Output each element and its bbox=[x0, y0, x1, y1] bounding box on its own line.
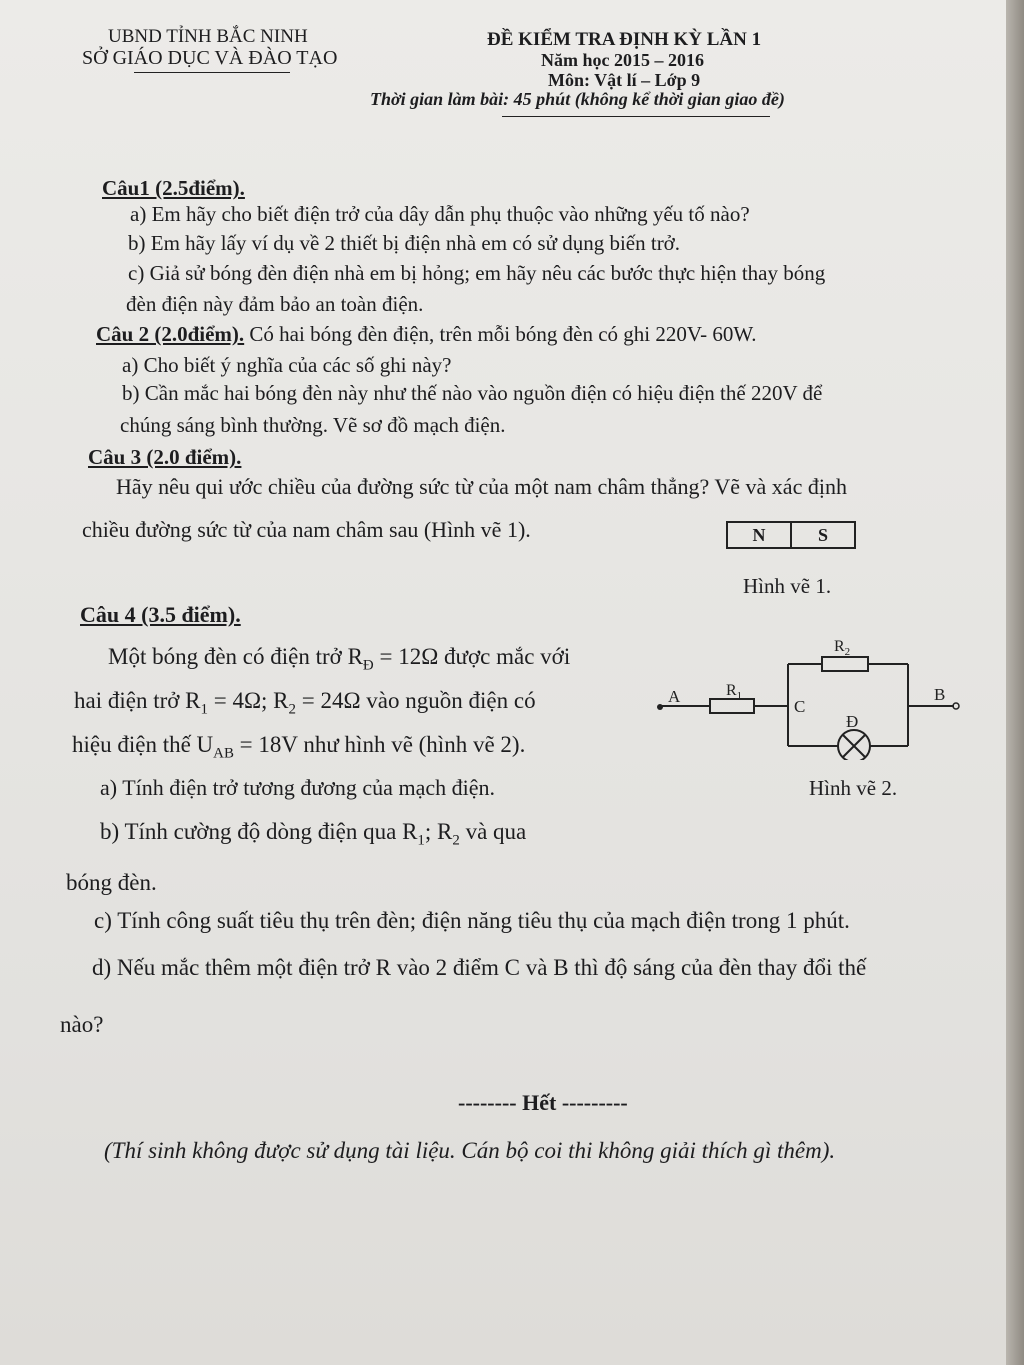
subscript-1: 1 bbox=[417, 832, 425, 849]
label-r2-letter: R bbox=[834, 638, 845, 655]
circuit-diagram bbox=[650, 630, 970, 760]
header-right-underline bbox=[502, 116, 770, 117]
subscript-ab: AB bbox=[213, 745, 234, 762]
q4-line1-rest: = 12Ω được mắc với bbox=[373, 644, 571, 669]
figure2-caption: Hình vẽ 2. bbox=[809, 776, 898, 800]
q2-heading bbox=[96, 322, 756, 347]
q4-b-line1 bbox=[100, 819, 526, 850]
q1-title: Câu1 (2.5điểm). bbox=[102, 176, 245, 200]
subscript-2: 2 bbox=[288, 701, 296, 718]
q4-b-text: b) Tính cường độ dòng điện qua R bbox=[100, 819, 418, 844]
q4-line2-text: hai điện trở R bbox=[74, 688, 201, 713]
q4-c: c) Tính công suất tiêu thụ trên đèn; điện năng tiêu thụ của mạch điện trong 1 phút. bbox=[94, 908, 850, 933]
subject: Môn: Vật lí – Lớp 9 bbox=[548, 70, 701, 90]
q3-line1: Hãy nêu qui ước chiều của đường sức từ của một nam châm thẳng? Vẽ và xác định bbox=[116, 474, 847, 499]
subscript-d: Đ bbox=[362, 657, 374, 674]
q2-a: a) Cho biết ý nghĩa của các số ghi này? bbox=[122, 353, 452, 377]
q4-b-line2: bóng đèn. bbox=[66, 870, 157, 895]
q4-b-mid: ; R bbox=[424, 819, 453, 844]
q1-c-line2: đèn điện này đảm bảo an toàn điện. bbox=[126, 292, 424, 316]
header-authority: UBND TỈNH BẮC NINH bbox=[108, 26, 308, 47]
subscript-1: 1 bbox=[200, 701, 208, 718]
q4-line1 bbox=[108, 644, 570, 675]
q4-line2 bbox=[74, 688, 536, 719]
school-year: Năm học 2015 – 2016 bbox=[541, 50, 704, 70]
magnet-south-pole: S bbox=[817, 524, 828, 545]
label-lamp: Đ bbox=[846, 712, 859, 731]
header-department: SỞ GIÁO DỤC VÀ ĐÀO TẠO bbox=[82, 47, 338, 69]
end-dash-left: -------- bbox=[458, 1090, 517, 1115]
q4-line2-mid: = 4Ω; R bbox=[207, 688, 289, 713]
label-r1-sub: 1 bbox=[736, 690, 743, 702]
paper-edge bbox=[1006, 0, 1024, 1365]
q1-b: b) Em hãy lấy ví dụ về 2 thiết bị điện nhà em có sử dụng biến trở. bbox=[128, 231, 681, 255]
q3-title: Câu 3 (2.0 điểm). bbox=[88, 445, 242, 469]
q4-d-line1: d) Nếu mắc thêm một điện trở R vào 2 điểm C và B thì độ sáng của đèn thay đổi thế bbox=[92, 955, 867, 980]
q4-line3 bbox=[72, 732, 525, 763]
magnet-north-pole: N bbox=[728, 523, 792, 547]
header-left-underline bbox=[134, 72, 290, 73]
q2-b-line1: b) Cần mắc hai bóng đèn này như thế nào vào nguồn điện có hiệu điện thế 220V để bbox=[122, 381, 823, 405]
q1-c-line1: c) Giả sử bóng đèn điện nhà em bị hỏng; em hãy nêu các bước thực hiện thay bóng bbox=[128, 261, 826, 285]
footer-note: (Thí sinh không được sử dụng tài liệu. Cán bộ coi thi không giải thích gì thêm). bbox=[104, 1138, 836, 1163]
label-r2-sub: 2 bbox=[844, 646, 851, 658]
q4-line3-rest: = 18V như hình vẽ (hình vẽ 2). bbox=[233, 732, 526, 757]
figure1-caption: Hình vẽ 1. bbox=[743, 574, 832, 598]
duration: Thời gian làm bài: 45 phút (không kể thời gian giao đề) bbox=[370, 89, 785, 109]
exam-title: ĐỀ KIỂM TRA ĐỊNH KỲ LẦN 1 bbox=[487, 29, 762, 50]
q4-title: Câu 4 (3.5 điểm). bbox=[80, 602, 241, 627]
end-marker bbox=[458, 1090, 628, 1116]
label-c: C bbox=[794, 697, 806, 716]
q2-title: Câu 2 (2.0điểm). bbox=[96, 322, 245, 346]
resistor-r2 bbox=[822, 657, 868, 671]
q2-intro: Có hai bóng đèn điện, trên mỗi bóng đèn có ghi 220V- 60W. bbox=[244, 322, 757, 346]
q3-line2: chiều đường sức từ của nam châm sau (Hình vẽ 1). bbox=[82, 517, 531, 542]
q4-d-line2: nào? bbox=[60, 1012, 104, 1037]
q4-line2-rest: = 24Ω vào nguồn điện có bbox=[295, 688, 536, 713]
subscript-2: 2 bbox=[452, 832, 460, 849]
bar-magnet bbox=[726, 521, 856, 549]
q4-line1-text: Một bóng đèn có điện trở R bbox=[108, 644, 363, 669]
label-a: A bbox=[668, 687, 681, 706]
label-b: B bbox=[934, 685, 946, 704]
q1-a: a) Em hãy cho biết điện trở của dây dẫn phụ thuộc vào những yếu tố nào? bbox=[130, 202, 750, 226]
q4-a: a) Tính điện trở tương đương của mạch điện. bbox=[100, 775, 495, 800]
label-r2 bbox=[834, 638, 850, 658]
terminal-a bbox=[657, 704, 663, 710]
q2-b-line2: chúng sáng bình thường. Vẽ sơ đồ mạch điện. bbox=[120, 413, 506, 437]
resistor-r1 bbox=[710, 699, 754, 713]
end-text: Hết bbox=[522, 1090, 557, 1115]
end-dash-right: --------- bbox=[561, 1090, 628, 1115]
label-r1-letter: R bbox=[726, 682, 737, 699]
q4-line3-text: hiệu điện thế U bbox=[72, 732, 214, 757]
q4-b-rest: và qua bbox=[459, 819, 527, 844]
